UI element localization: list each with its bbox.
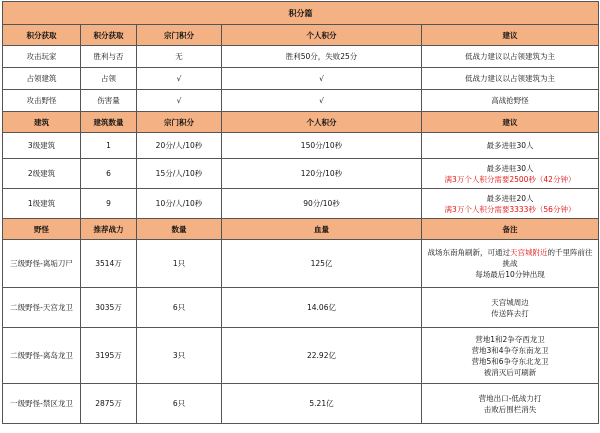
note-highlight: 天宫城附近 [510,248,548,257]
table-cell: 伤害量 [81,90,137,112]
table-cell: √ [222,90,422,112]
table-cell: 3514万 [81,240,137,288]
table-cell: 6只 [137,384,222,424]
header-cell: 建议 [422,25,599,46]
table-row [3,328,599,384]
section3-header-row [3,219,599,240]
table-cell: 1 [81,133,137,159]
notes-cell [422,288,599,328]
table-cell: 占领建筑 [3,68,81,90]
table-row [3,159,599,189]
note-line [424,247,596,269]
advice-cell [422,159,599,189]
table-cell: 6 [81,159,137,189]
header-cell: 建筑 [3,112,81,133]
table-cell: 5.21亿 [222,384,422,424]
table-cell: 90分/10秒 [222,189,422,219]
table-row [3,68,599,90]
note-line: 营地3和4争夺东南龙卫 [471,345,549,355]
notes-cell [422,240,599,288]
note-line: 营地出口-低战力打 [478,393,542,403]
table-cell: 胜利50分，失败25分 [222,46,422,68]
table-row [3,90,599,112]
table-cell: 3级建筑 [3,133,81,159]
table-cell: 无 [137,46,222,68]
header-cell: 数量 [137,219,222,240]
table-cell: 占领 [81,68,137,90]
note-line: 被消灭后可刷新 [483,367,537,377]
table-cell: 120分/10秒 [222,159,422,189]
table-cell: 攻击野怪 [3,90,81,112]
table-row [3,384,599,424]
table-cell: 3035万 [81,288,137,328]
advice-text: 最多进驻20人 [486,193,534,203]
header-cell: 野怪 [3,219,81,240]
note-text: 战场东南角刷新，可通过 [427,248,510,257]
table-cell: 3只 [137,328,222,384]
note-line: 传送阵去打 [491,308,529,318]
table-cell: 2875万 [81,384,137,424]
table-row [3,240,599,288]
table-row [3,133,599,159]
table-row [3,46,599,68]
notes-cell [422,328,599,384]
table-cell: 二级野怪-离岛龙卫 [3,328,81,384]
section2-header-row [3,112,599,133]
header-cell: 积分获取 [3,25,81,46]
table-cell: 150分/10秒 [222,133,422,159]
notes-cell [422,384,599,424]
table-title-row [3,2,599,25]
table-cell: 1只 [137,240,222,288]
header-cell: 推荐战力 [81,219,137,240]
table-cell: √ [137,90,222,112]
header-cell: 积分获取 [81,25,137,46]
table-cell: 9 [81,189,137,219]
table-cell: 攻击玩家 [3,46,81,68]
table-cell: 125亿 [222,240,422,288]
note-line: 营地1和2争夺西龙卫 [475,334,545,344]
points-table [2,1,599,424]
header-cell: 个人积分 [222,112,422,133]
table-cell: 1级建筑 [3,189,81,219]
table-cell: 一级野怪-禁区龙卫 [3,384,81,424]
table-cell: 2级建筑 [3,159,81,189]
table-cell: 胜利与否 [81,46,137,68]
advice-warning: 满3万个人积分需要2500秒（42分钟） [444,174,576,184]
note-line: 天宫城周边 [491,297,529,307]
header-cell: 宗门积分 [137,25,222,46]
section1-header-row [3,25,599,46]
table-cell: 15分/人/10秒 [137,159,222,189]
header-cell: 个人积分 [222,25,422,46]
table-cell: 高战抢野怪 [422,90,599,112]
table-cell: 低战力建议以占领建筑为主 [422,68,599,90]
header-cell: 备注 [422,219,599,240]
table-cell: 6只 [137,288,222,328]
table-row [3,189,599,219]
header-cell: 宗门积分 [137,112,222,133]
advice-warning: 满3万个人积分需要3333秒（56分钟） [444,204,576,214]
table-cell: √ [137,68,222,90]
header-cell: 建议 [422,112,599,133]
table-cell: 14.06亿 [222,288,422,328]
table-cell: 3195万 [81,328,137,384]
advice-cell [422,133,599,159]
note-line: 击败后围栏消失 [483,404,537,414]
advice-text: 最多进驻30人 [486,141,534,150]
table-cell: 20分/人/10秒 [137,133,222,159]
table-cell: 三级野怪-离垢刀尸 [3,240,81,288]
advice-text: 最多进驻30人 [486,163,534,173]
table-cell: 低战力建议以占领建筑为主 [422,46,599,68]
note-line: 每场最后10分钟出现 [475,270,545,279]
advice-cell [422,189,599,219]
table-title: 积分篇 [3,2,599,25]
header-cell: 建筑数量 [81,112,137,133]
table-row [3,288,599,328]
table-cell: 22.92亿 [222,328,422,384]
table-cell: 10分/人/10秒 [137,189,222,219]
note-text: 的千里阵前往挑战 [502,248,593,268]
header-cell: 血量 [222,219,422,240]
table-cell: 二级野怪-天宫龙卫 [3,288,81,328]
table-cell: √ [222,68,422,90]
note-line: 营地5和6争夺东北龙卫 [471,356,549,366]
